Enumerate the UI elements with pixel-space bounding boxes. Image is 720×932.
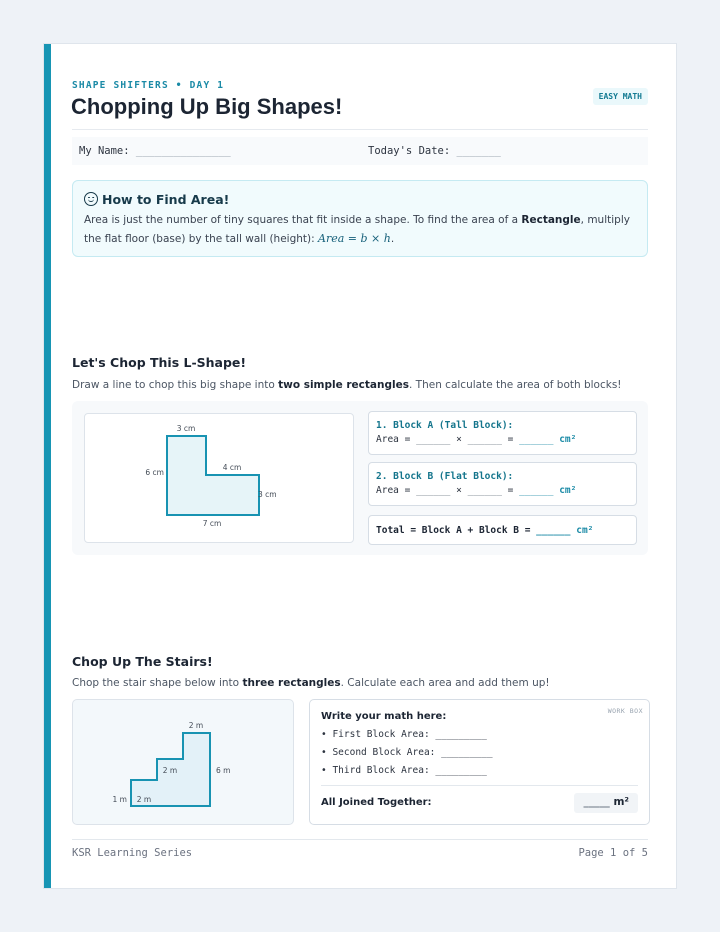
page-title: Chopping Up Big Shapes!	[71, 94, 343, 119]
section1-title: Let's Chop This L-Shape!	[72, 355, 247, 370]
date-field[interactable]	[368, 145, 501, 157]
difficulty-badge: EASY MATH	[593, 88, 648, 105]
work-box-divider	[321, 785, 638, 786]
footer-page-number: Page 1 of 5	[578, 847, 648, 859]
info-text-bold: Rectangle	[521, 214, 581, 226]
answer-blank: _____	[583, 796, 610, 808]
section2-title: Chop Up The Stairs!	[72, 654, 213, 669]
total-card[interactable]	[368, 515, 637, 545]
third-block-line[interactable]: • Third Block Area: _________	[321, 765, 487, 776]
date-line: _______	[456, 145, 501, 157]
l-shape-panel	[72, 401, 648, 555]
times-sign: ×	[456, 434, 462, 445]
name-line: _______________	[135, 145, 231, 157]
dim-right: 3 cm	[258, 490, 277, 499]
stairs-dim-right: 6 m	[216, 766, 231, 775]
area-formula: Area = b × h	[318, 231, 391, 245]
l-shape-diagram	[85, 414, 355, 544]
block-b-card	[368, 462, 637, 506]
info-text-part: Area is just the number of tiny squares that fit inside a shape. To find the area of a	[84, 214, 522, 226]
smiley-icon	[84, 192, 98, 206]
times-sign: ×	[456, 485, 462, 496]
work-box-tag: WORK BOX	[607, 707, 643, 715]
blank: ______	[467, 434, 502, 445]
info-text-end: .	[390, 232, 395, 245]
block-a-formula[interactable]	[376, 434, 576, 445]
joined-together-label: All Joined Together:	[321, 797, 432, 808]
dim-left: 6 cm	[145, 468, 164, 477]
section2-description	[72, 677, 550, 689]
answer-blank: ______	[519, 485, 554, 496]
total-blank: ______	[536, 525, 571, 536]
area-label: Area =	[376, 434, 411, 445]
blank: ______	[416, 485, 451, 496]
l-shape-outline	[167, 436, 259, 515]
worksheet-page	[43, 43, 677, 889]
total-unit: cm²	[576, 525, 594, 536]
block-a-card	[368, 411, 637, 455]
unit: cm²	[559, 485, 577, 496]
answer-blank: ______	[519, 434, 554, 445]
section2-desc-part: . Calculate each area and add them up!	[340, 677, 550, 689]
blank: ______	[467, 485, 502, 496]
work-box-heading: Write your math here:	[321, 711, 447, 722]
answer-unit: m²	[613, 796, 629, 808]
footer-series: KSR Learning Series	[72, 847, 193, 859]
dim-top: 3 cm	[176, 424, 196, 433]
footer-divider	[72, 839, 648, 840]
total-answer-box[interactable]	[574, 793, 638, 813]
series-kicker: SHAPE SHIFTERS • DAY 1	[72, 80, 225, 91]
stairs-diagram	[73, 700, 295, 826]
blank: ______	[416, 434, 451, 445]
name-field[interactable]	[79, 145, 231, 157]
unit: cm²	[559, 434, 577, 445]
title-divider	[72, 129, 648, 130]
info-heading	[84, 192, 229, 207]
section1-desc-part: Draw a line to chop this big shape into	[72, 379, 279, 391]
first-block-line[interactable]: • First Block Area: _________	[321, 729, 487, 740]
stairs-dim-left: 1 m	[112, 795, 127, 804]
second-block-line[interactable]: • Second Block Area: _________	[321, 747, 493, 758]
section2-desc-bold: three rectangles	[242, 677, 341, 689]
total-label: Total = Block A + Block B =	[376, 525, 531, 536]
section1-description	[72, 379, 622, 391]
dim-bottom: 7 cm	[202, 519, 222, 528]
block-b-formula[interactable]	[376, 485, 576, 496]
name-label: My Name:	[79, 145, 130, 157]
l-shape-figure	[84, 413, 354, 543]
info-text-part: , multiply the flat floor (base) by the tall wall (height):	[84, 214, 630, 245]
work-box	[309, 699, 650, 825]
area-label: Area =	[376, 485, 411, 496]
section1-desc-bold: two simple rectangles	[278, 379, 409, 391]
accent-bar	[44, 44, 51, 888]
stairs-figure	[72, 699, 294, 825]
block-a-title: 1. Block A (Tall Block):	[376, 420, 514, 431]
stairs-dim-step1: 2 m	[136, 795, 152, 804]
info-box	[72, 180, 648, 257]
section2-desc-part: Chop the stair shape below into	[72, 677, 243, 689]
equals-sign: =	[507, 485, 514, 496]
name-date-row	[72, 137, 648, 165]
stairs-dim-top: 2 m	[188, 721, 204, 730]
info-heading-text: How to Find Area!	[102, 192, 230, 207]
block-b-title: 2. Block B (Flat Block):	[376, 471, 514, 482]
info-text	[84, 212, 635, 248]
stairs-dim-step2: 2 m	[162, 766, 178, 775]
dim-step: 4 cm	[222, 463, 242, 472]
date-label: Today's Date:	[368, 145, 451, 157]
equals-sign: =	[507, 434, 514, 445]
section1-desc-part: . Then calculate the area of both blocks!	[408, 379, 622, 391]
